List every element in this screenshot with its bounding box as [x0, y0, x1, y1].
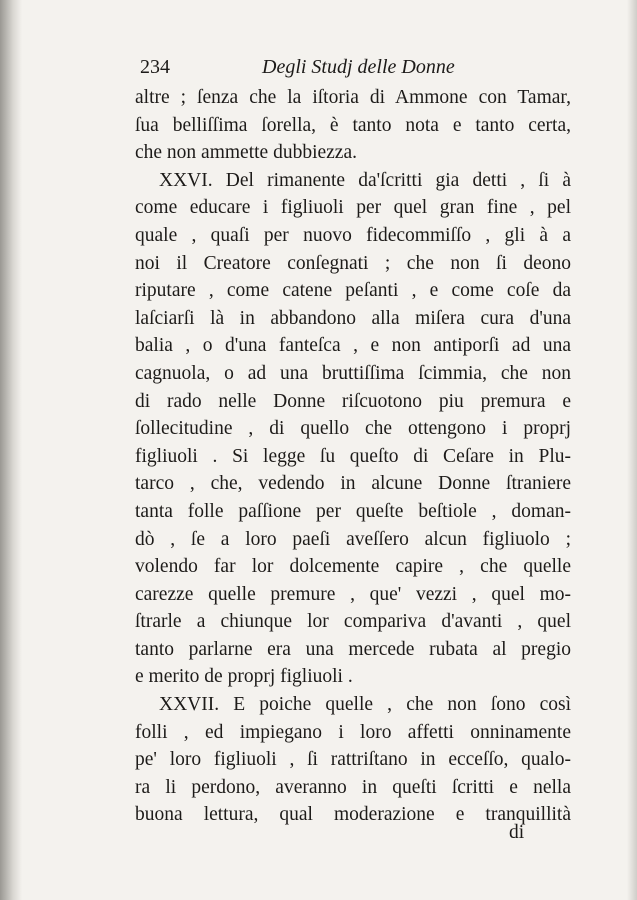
text-line: cagnuola, o ad una bruttiſſima ſcimmia, che non	[135, 362, 571, 384]
text-line: ra li perdono, averanno in queſti ſcritti e nella	[135, 776, 571, 798]
text-line: altre ; ſenza che la iſtoria di Ammone con Tamar,	[135, 87, 571, 108]
page-header	[140, 56, 540, 84]
text-line: noi il Creatore conſegnati ; che non ſi deono	[135, 252, 571, 274]
text-line: ſollecitudine , di quello che ottengono i proprj	[135, 418, 571, 440]
text-line: pe' loro figliuoli , ſi rattriſtano in eccеſſo, qualo-	[135, 749, 571, 771]
text-line: folli , ed impiegano i loro affetti onninamente	[135, 721, 571, 743]
text-line: tanta folle paſſione per queſte beſtiole , doman-	[135, 500, 571, 522]
text-line: e merito de proprj figliuoli .	[135, 666, 353, 688]
text-line: che non ammette dubbiezza.	[135, 142, 357, 164]
running-title: Degli Studj delle Donne	[262, 56, 455, 78]
text-line: buona lettura, qual moderazione e tranquillità	[135, 804, 571, 826]
text-line: laſciarſi là in abbandono alla miſera cura d'una	[135, 307, 571, 329]
text-line: tarco , che, vedendo in alcune Donne ſtraniere	[135, 473, 571, 495]
text-line: quale , quaſi per nuovo fidecommiſſo , gli à a	[135, 224, 571, 246]
text-line: XXVI. Del rimanente da'ſcritti gia detti , ſi à	[159, 169, 571, 191]
text-line: XXVII. E poiche quelle , che non ſono così	[159, 694, 571, 716]
catchword: di	[509, 822, 525, 843]
text-line: ſua belliſſima ſorella, è tanto nota e tanto certa,	[135, 114, 571, 136]
text-line: figliuoli . Si legge ſu queſto di Ceſare in Plu-	[135, 445, 571, 467]
text-line: dò , ſe a loro paeſi aveſſero alcun figliuolo ;	[135, 528, 571, 550]
text-line: carezze quelle premure , que' vezzi , quel mo-	[135, 583, 571, 605]
text-line: di rado nelle Donne riſcuotono piu premura e	[135, 390, 571, 412]
text-line: tanto parlarne era una mercede rubata al pregio	[135, 638, 571, 660]
text-line: riputare , come catene peſanti , e come coſe da	[135, 280, 571, 302]
text-line: ſtrarle a chiunque lor compariva d'avanti , quel	[135, 611, 571, 633]
page-gutter-shadow	[0, 0, 22, 900]
page-edge-shadow	[627, 0, 637, 900]
page-number: 234	[140, 56, 170, 78]
text-line: balia , o d'una fanteſca , e non antiporſi ad una	[135, 335, 571, 357]
text-line: come educare i figliuoli per quel gran fine , pel	[135, 197, 571, 219]
text-line: volendo far lor dolcemente capire , che quelle	[135, 556, 571, 578]
page-body	[135, 84, 571, 829]
